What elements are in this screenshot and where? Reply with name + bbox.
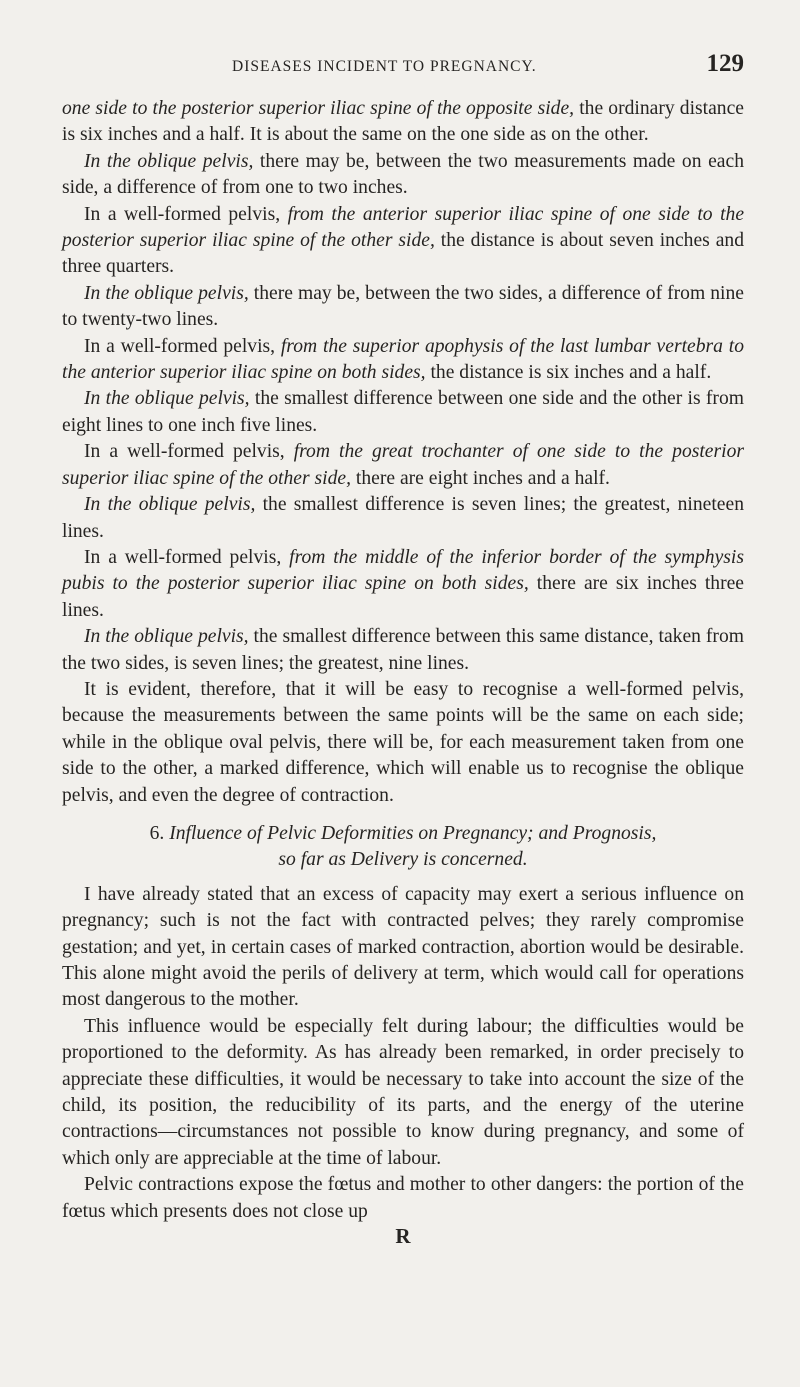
text-run: the distance is six inches and a half. <box>425 362 712 384</box>
text-run: there may be, between the two measurements made on each side, a difference of from one to two inches. <box>62 150 744 199</box>
text-run: I have already stated that an excess of capacity may exert a serious influence on pregnancy; such is not the fact with contracted pelves; they rarely compromise gestation; and yet, in certain cases of marked contraction, abortion would be desirable. This alone might avoid the perils of delivery at term, which would call for operations most dangerous to the mother. <box>62 883 744 1011</box>
section-number: 6. <box>149 822 165 844</box>
paragraph <box>62 882 744 1014</box>
paragraph <box>62 677 744 809</box>
italic-text: from the anterior superior iliac spine of one side to the posterior superior iliac spine of the other side, <box>62 203 745 252</box>
paragraph <box>62 281 744 334</box>
italic-text: from the great trochanter of one side to the posterior superior iliac spine of the other side, <box>62 441 744 489</box>
signature-mark: R <box>395 1224 411 1249</box>
paragraph <box>62 439 744 492</box>
book-page <box>62 50 744 1247</box>
paragraph-group-2 <box>62 882 744 1225</box>
paragraph <box>62 334 744 387</box>
italic-text: In the oblique pelvis, <box>84 282 249 304</box>
text-run: In a well-formed pelvis, <box>84 203 288 225</box>
text-run: In a well-formed pelvis, <box>84 546 290 568</box>
paragraph <box>62 545 744 624</box>
text-run: the smallest difference between this same distance, taken from the two sides, is seven lines; the greatest, nine lines. <box>62 626 744 674</box>
text-run: there are six inches three lines. <box>62 573 744 621</box>
text-run: there may be, between the two sides, a difference of from nine to twenty-two lines. <box>62 282 744 331</box>
section-title-line-2: so far as Delivery is concerned. <box>278 849 528 871</box>
section-heading-line-1 <box>62 821 744 847</box>
text-run: the smallest difference is seven lines; the greatest, nineteen lines. <box>62 494 744 542</box>
paragraph <box>62 96 744 149</box>
paragraph <box>62 492 744 545</box>
text-run: the smallest difference between one side and the other is from eight lines to one inch five lines. <box>62 388 744 436</box>
italic-text: In the oblique pelvis, <box>84 150 254 172</box>
text-run: the ordinary distance is six inches and a half. It is about the same on the one side as on the other. <box>62 98 744 146</box>
section-title-line-1: Influence of Pelvic Deformities on Pregnancy; and Prognosis, <box>169 822 657 844</box>
paragraph <box>62 1014 744 1172</box>
italic-text: In the oblique pelvis, <box>84 388 250 410</box>
text-run: In a well-formed pelvis, <box>84 335 281 357</box>
paragraph <box>62 149 744 202</box>
text-run: In a well-formed pelvis, <box>84 441 294 463</box>
paragraph <box>62 202 744 281</box>
italic-text: In the oblique pelvis, <box>84 626 249 648</box>
paragraph <box>62 386 744 439</box>
body-text <box>62 96 744 1247</box>
text-run: This influence would be especially felt during labour; the difficulties would be proportioned to the deformity. As has already been remarked, in order precisely to appreciate these difficulties, it would be necessary to take into account the size of the child, its position, the reducibility of its parts, and the energy of the uterine contractions—circumstances not possible to know during pregnancy, and some of which only are appreciable at the time of labour. <box>62 1015 744 1169</box>
running-title: DISEASES INCIDENT TO PREGNANCY. <box>232 58 537 75</box>
paragraph-group-1 <box>62 96 744 809</box>
section-heading <box>62 821 744 874</box>
page-number: 129 <box>706 50 744 77</box>
paragraph <box>62 624 744 677</box>
text-run: It is evident, therefore, that it will be easy to recognise a well-formed pelvis, because the measurements between the same points will be the same on each side; while in the oblique oval pelvis, there will be, for each measurement taken from one side to the other, a marked difference, which will enable us to recognise the oblique pelvis, and even the degree of contraction. <box>62 678 744 806</box>
text-run: there are eight inches and a half. <box>350 467 610 489</box>
paragraph <box>62 1172 744 1225</box>
italic-text: from the superior apophysis of the last lumbar vertebra to the anterior superior iliac spine on both sides, <box>62 335 744 384</box>
text-run: Pelvic contractions expose the fœtus and mother to other dangers: the portion of the fœtus which presents does not close up <box>62 1174 744 1222</box>
italic-text: from the middle of the inferior border of the symphysis pubis to the posterior superior iliac spine on both sides, <box>62 546 744 595</box>
section-heading-line-2 <box>62 847 744 873</box>
italic-text: one side to the posterior superior iliac spine of the opposite side, <box>62 98 575 119</box>
running-head <box>62 50 744 84</box>
italic-text: In the oblique pelvis, <box>84 494 256 516</box>
text-run: the distance is about seven inches and three quarters. <box>62 230 744 278</box>
